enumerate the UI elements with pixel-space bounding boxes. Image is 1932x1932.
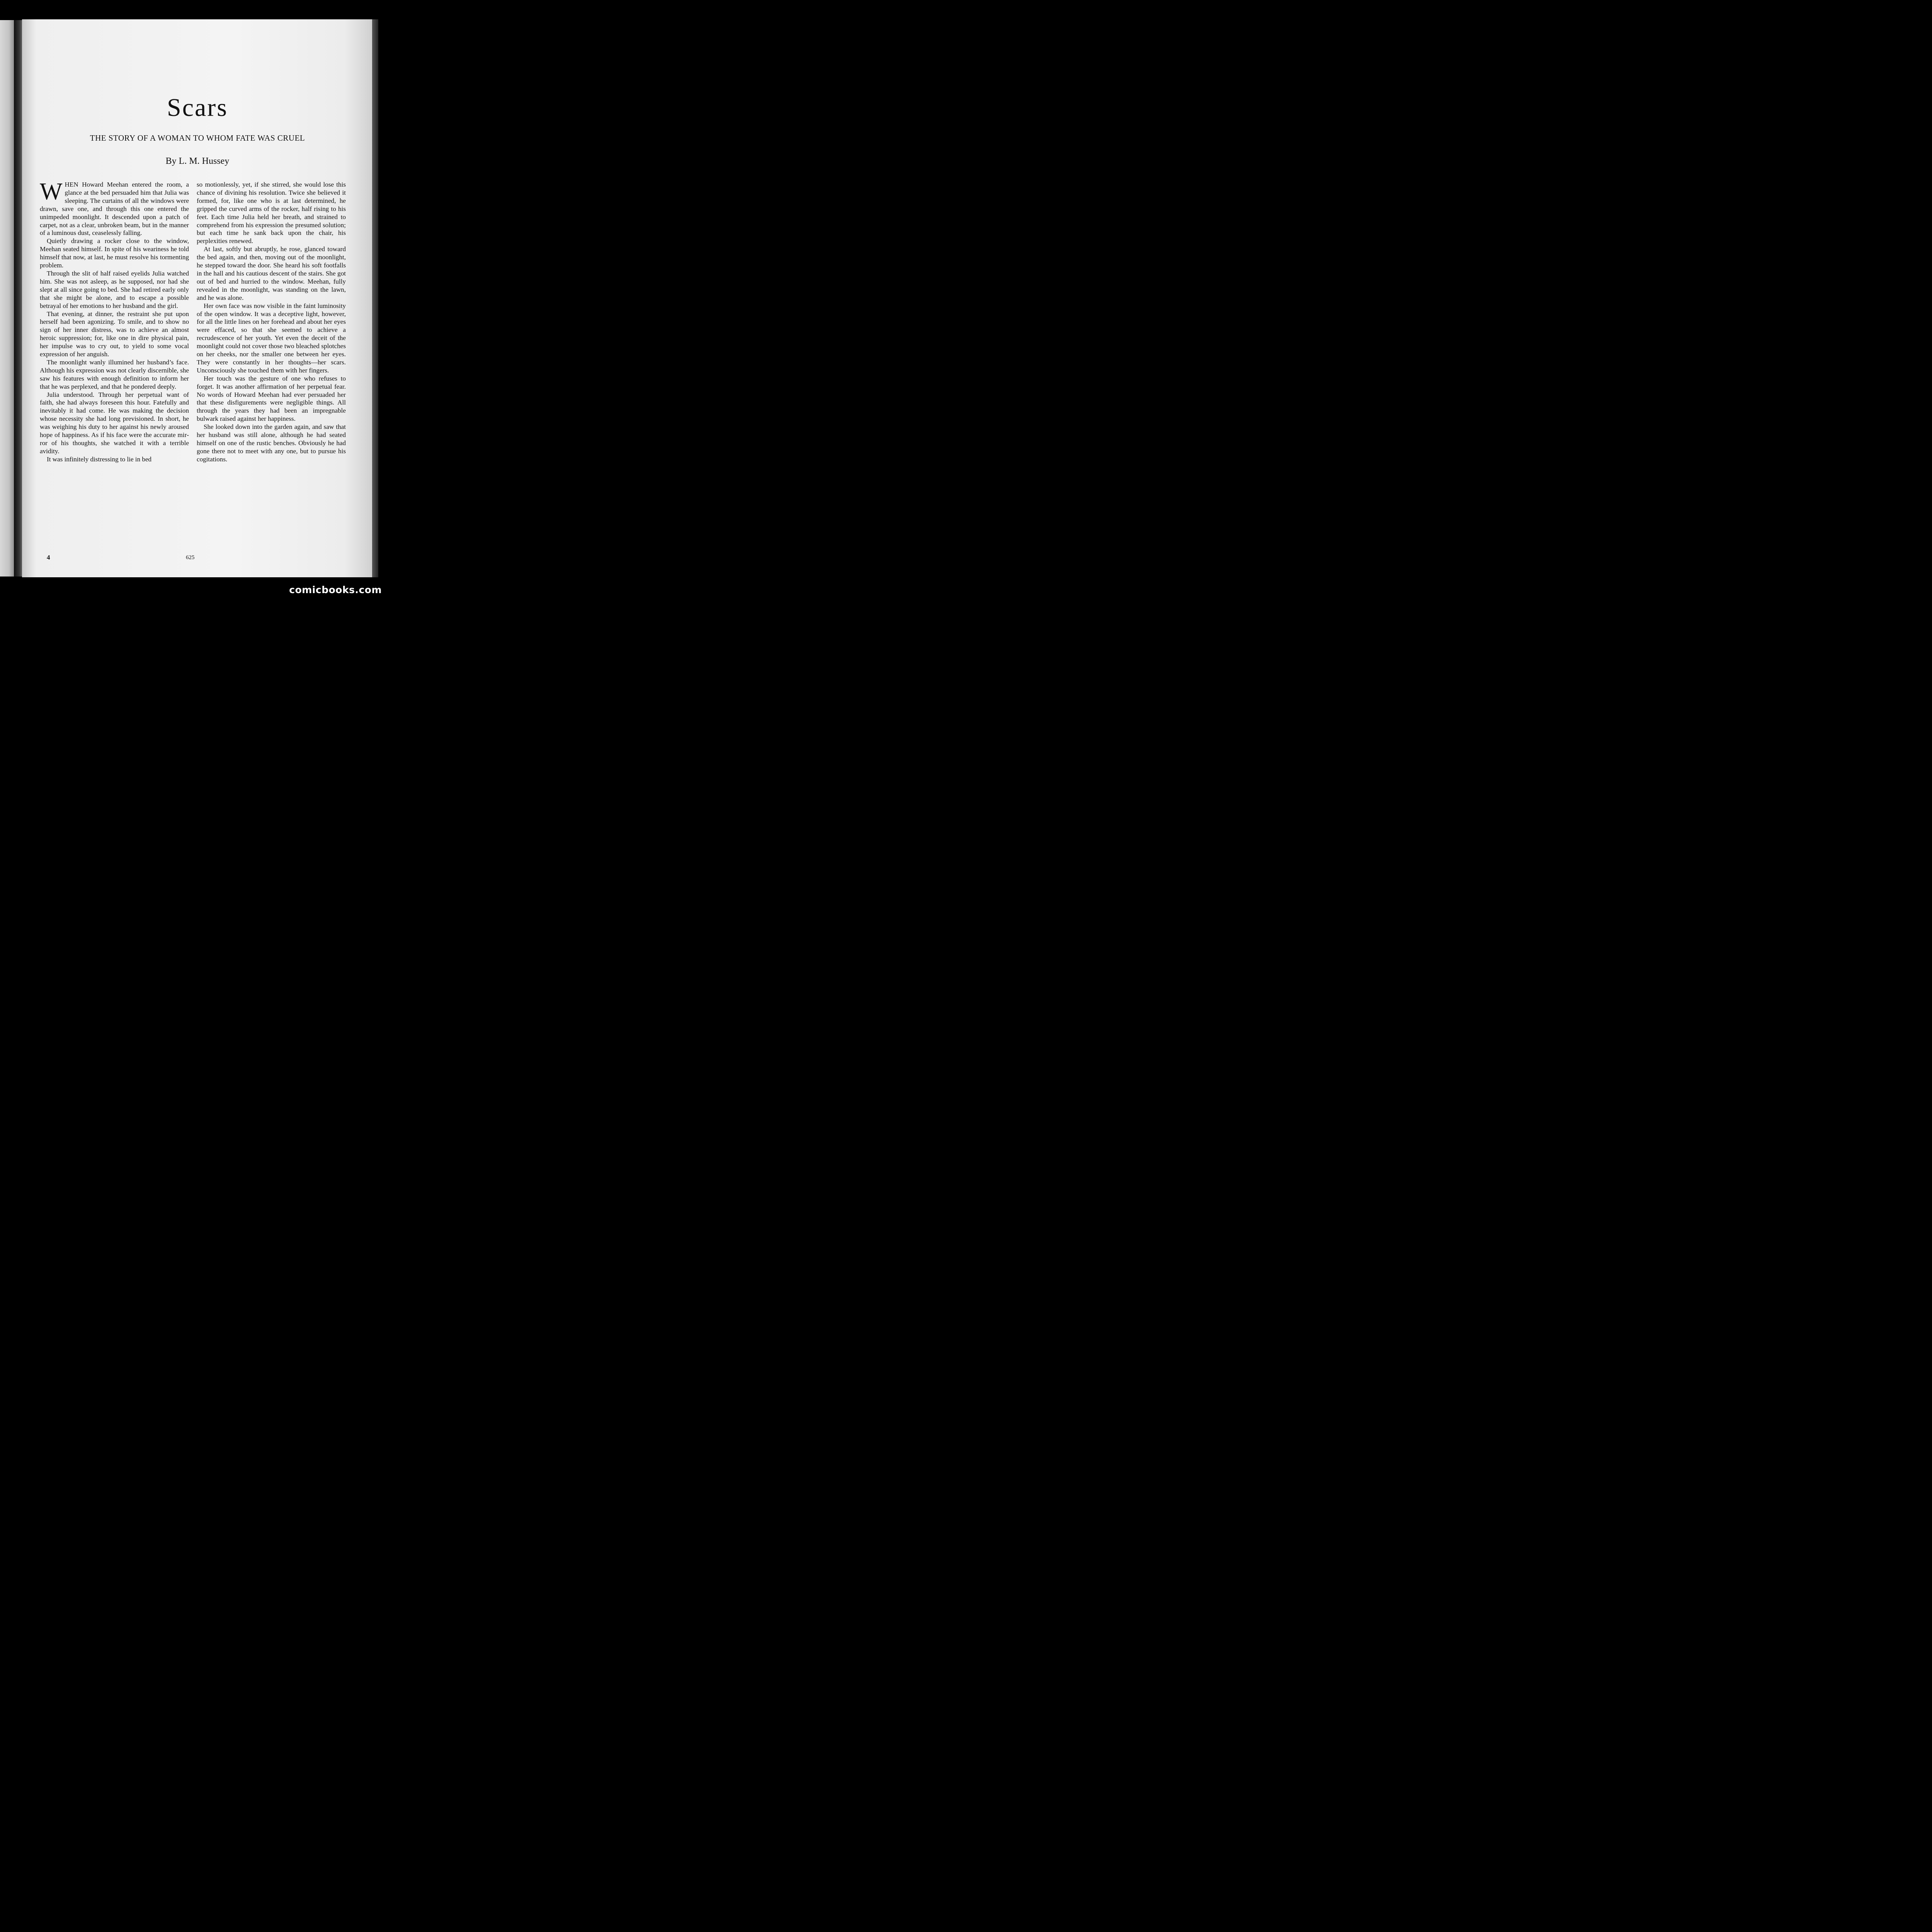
paragraph: Her own face was now visible in the faint luminosity of the open window. It was a deceptive light, however, for all the little lines on her forehead and about her eyes were effaced, so that she seemed to achieve a recrudescence of her youth. Yet even the deceit of the moonlight could not cover those two bleached splotches on her cheeks, nor the smaller one between her eyes. They were constantly in her thoughts—her scars. Unconsciously she touched them with her fingers.: [197, 302, 346, 374]
story-subtitle: THE STORY OF A WOMAN TO WHOM FATE WAS CRUEL: [90, 133, 305, 143]
drop-cap: W: [40, 179, 63, 205]
magazine-page: [22, 19, 373, 577]
paragraph: [40, 181, 189, 237]
story-title: Scars: [167, 94, 228, 122]
paragraph: Quietly drawing a rocker close to the window, Meehan seated himself. In spite of his weariness he told himself that now, at last, he must resolve his tormenting problem.: [40, 237, 189, 269]
paragraph: Her touch was the gesture of one who refuses to forget. It was another affirmation of her perpetual fear. No words of Howard Meehan had ever persuaded her that these disfigurements were negligible things. All through the years they had been an impregnable bulwark raised against her happiness.: [197, 374, 346, 423]
text-column-left: [40, 181, 189, 464]
paragraph: so motionlessly, yet, if she stirred, she would lose this chance of divining his resolution. Twice she believed it formed, for, like one who is at last determined, he gripped the curved arms of the rocker, half rising to his feet. Each time Julia held her breath, and strained to comprehend from his expression the presumed solution; but each time he sank back upon the chair, his perplexities renewed.: [197, 181, 346, 245]
paragraph: That evening, at dinner, the restraint she put upon herself had been agonizing. To smile, and to show no sign of her inner distress, was to achieve an almost heroic suppression; for, like one in dire physical pain, her impulse was to cry out, to yield to some vocal expression of her anguish.: [40, 310, 189, 358]
signature-number: 4: [47, 554, 50, 561]
site-watermark: comicbooks.com: [289, 584, 382, 595]
book-spine-shadow: [14, 20, 22, 577]
author-byline: By L. M. Hussey: [165, 156, 230, 166]
page-number: 625: [186, 554, 195, 561]
facing-page-edge: [0, 20, 15, 577]
paragraph: Julia understood. Through her perpetual want of faith, she had always foreseen this hour. Fatefully and inevitably it had come. He was making the decision whose necessity she had long previsioned. In short, he was weighing his duty to her against his newly aroused hope of happiness. As if his face were the accurate mirror of his thoughts, she watched it with a terrible avidity.: [40, 391, 189, 455]
paragraph-text: HEN Howard Meehan entered the room, a glance at the bed persuaded him that Julia was sleeping. The curtains of all the windows were drawn, save one, and through this one entered the unimpeded moonlight. It descended upon a patch of carpet, not as a clear, unbroken beam, but in the manner of a luminous dust, ceaselessly falling.: [40, 181, 189, 237]
paragraph: Through the slit of half raised eyelids Julia watched him. She was not asleep, as he supposed, nor had she slept at all since going to bed. She had retired early only that she might be alone, and to escape a possible betrayal of her emotions to her husband and the girl.: [40, 269, 189, 310]
page-right-edge: [372, 19, 378, 577]
paragraph: At last, softly but abruptly, he rose, glanced toward the bed again, and then, moving out of the moonlight, he stepped toward the door. She heard his soft footfalls in the hall and his cautious descent of the stairs. She got out of bed and hurried to the window. Meehan, fully revealed in the moonlight, was standing on the lawn, and he was alone.: [197, 245, 346, 301]
paragraph: It was infinitely distressing to lie in bed: [47, 455, 152, 463]
paragraph: The moonlight wanly illumined her husband’s face. Although his expression was not clearly discernible, she saw his features with enough definition to inform her that he was perplexed, and that he pondered deeply.: [40, 358, 189, 390]
text-column-right: [197, 181, 346, 464]
paragraph: She looked down into the garden again, and saw that her husband was still alone, although he had seated himself on one of the rustic benches. Obviously he had gone there not to meet with any one, but to pursue his cogitations.: [197, 423, 346, 463]
